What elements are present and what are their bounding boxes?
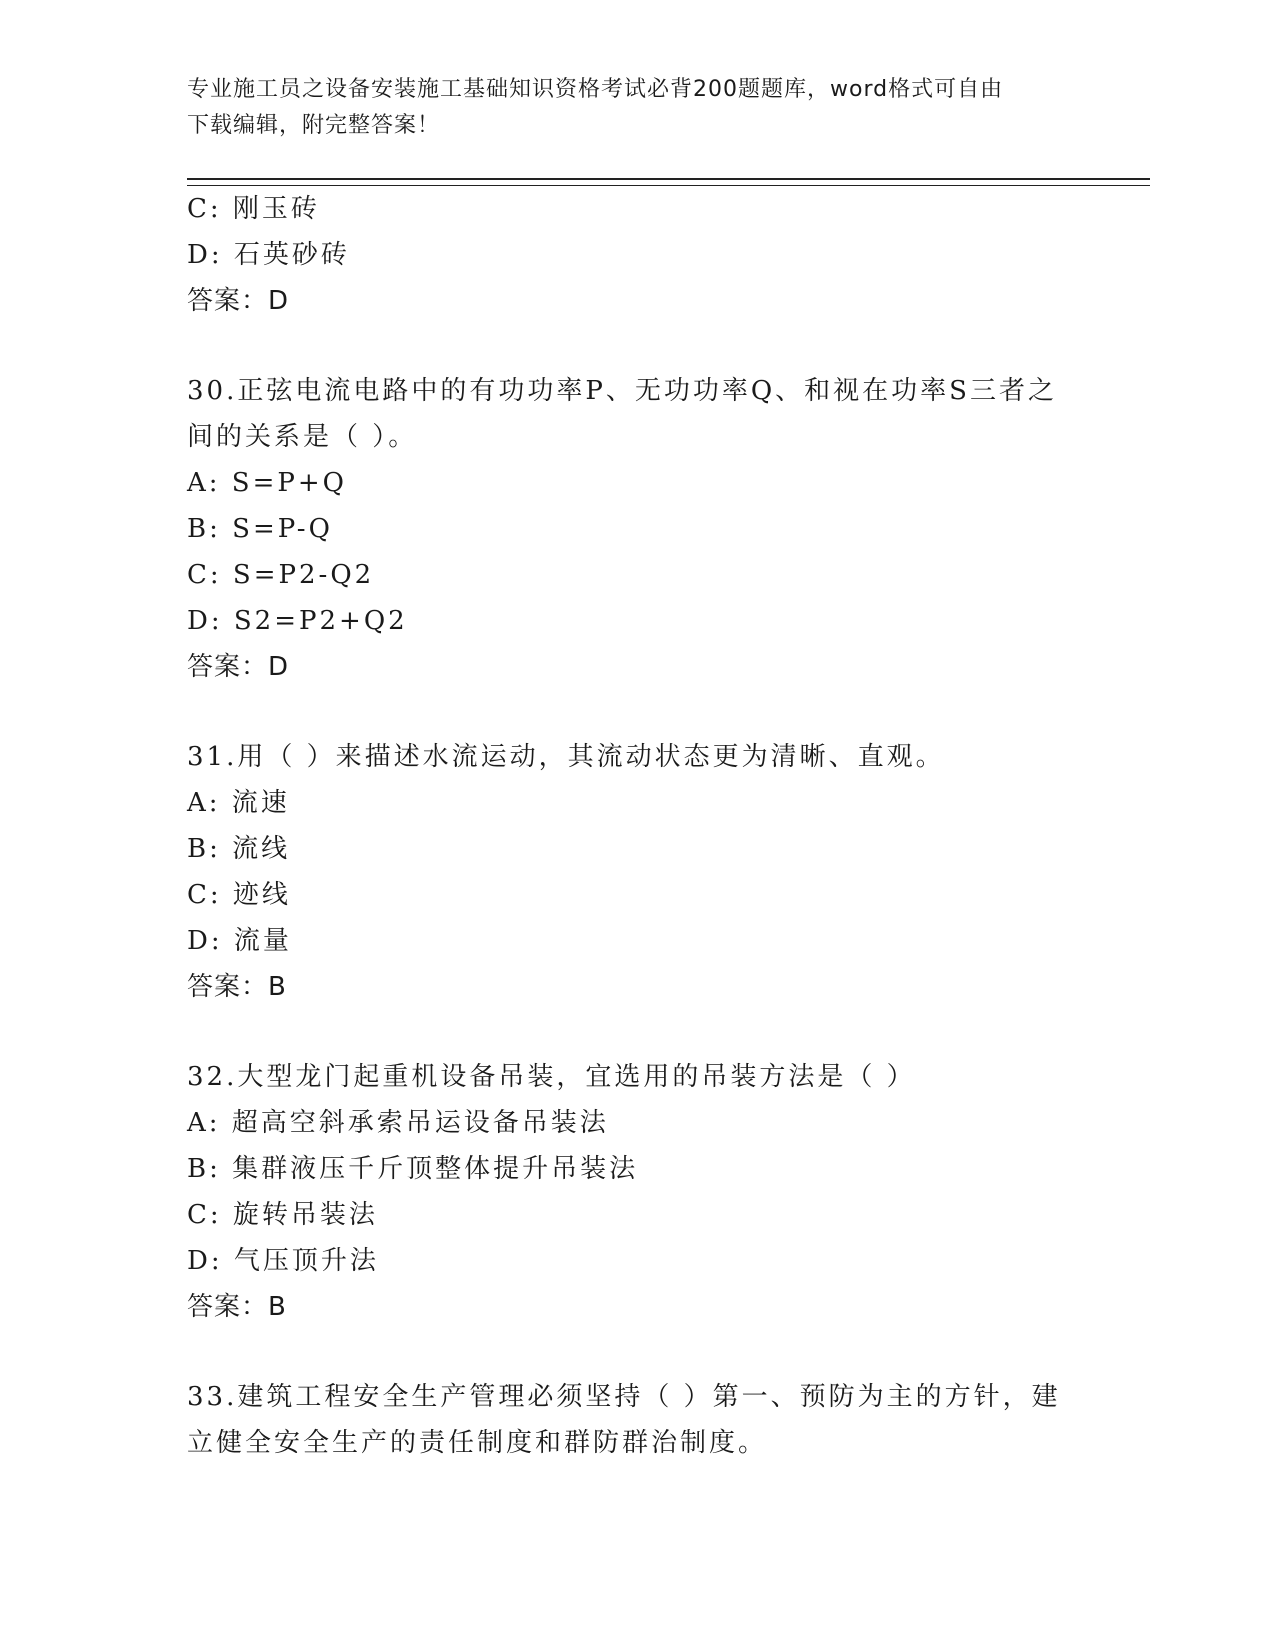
option-d: D: 流量: [187, 926, 292, 956]
previous-question-tail: [187, 186, 1087, 324]
question-text-cont: 间的关系是（ ）。: [187, 422, 418, 452]
question-text: 30.正弦电流电路中的有功功率P、无功功率Q、和视在功率S三者之: [187, 376, 1057, 406]
option-d: D: 气压顶升法: [187, 1246, 379, 1276]
spacer: [187, 1330, 1087, 1374]
question-32: [187, 1054, 1087, 1330]
option-c: C: 迹线: [187, 880, 291, 910]
option-a: A: S=P+Q: [187, 468, 347, 498]
spacer: [187, 690, 1087, 734]
option-d: D: 石英砂砖: [187, 240, 350, 270]
option-b: B: 集群液压千斤顶整体提升吊装法: [187, 1154, 639, 1184]
answer-line: 答案：D: [187, 286, 290, 316]
header-line-1: 专业施工员之设备安装施工基础知识资格考试必背200题题库，word格式可自由: [187, 77, 1004, 102]
question-text: 31.用（ ）来描述水流运动，其流动状态更为清晰、直观。: [187, 742, 945, 772]
document-body: [187, 186, 1087, 1466]
answer-line: 答案：D: [187, 652, 290, 682]
question-text: 32.大型龙门起重机设备吊装，宜选用的吊装方法是（ ）: [187, 1062, 916, 1092]
answer-line: 答案：B: [187, 972, 287, 1002]
spacer: [187, 324, 1087, 368]
spacer: [187, 1010, 1087, 1054]
question-31: [187, 734, 1087, 1010]
option-b: B: S=P-Q: [187, 514, 333, 544]
option-c: C: S=P2-Q2: [187, 560, 375, 590]
question-33: [187, 1374, 1087, 1466]
document-header: [187, 72, 1087, 144]
header-line-2: 下载编辑，附完整答案！: [187, 113, 441, 138]
answer-line: 答案：B: [187, 1292, 287, 1322]
question-30: [187, 368, 1087, 690]
option-a: A: 流速: [187, 788, 290, 818]
option-a: A: 超高空斜承索吊运设备吊装法: [187, 1108, 609, 1138]
option-c: C: 刚玉砖: [187, 194, 320, 224]
question-text-cont: 立健全安全生产的责任制度和群防群治制度。: [187, 1428, 768, 1458]
question-text: 33.建筑工程安全生产管理必须坚持（ ）第一、预防为主的方针，建: [187, 1382, 1061, 1412]
header-divider: [187, 178, 1150, 186]
option-b: B: 流线: [187, 834, 291, 864]
option-d: D: S2=P2+Q2: [187, 606, 408, 636]
option-c: C: 旋转吊装法: [187, 1200, 378, 1230]
